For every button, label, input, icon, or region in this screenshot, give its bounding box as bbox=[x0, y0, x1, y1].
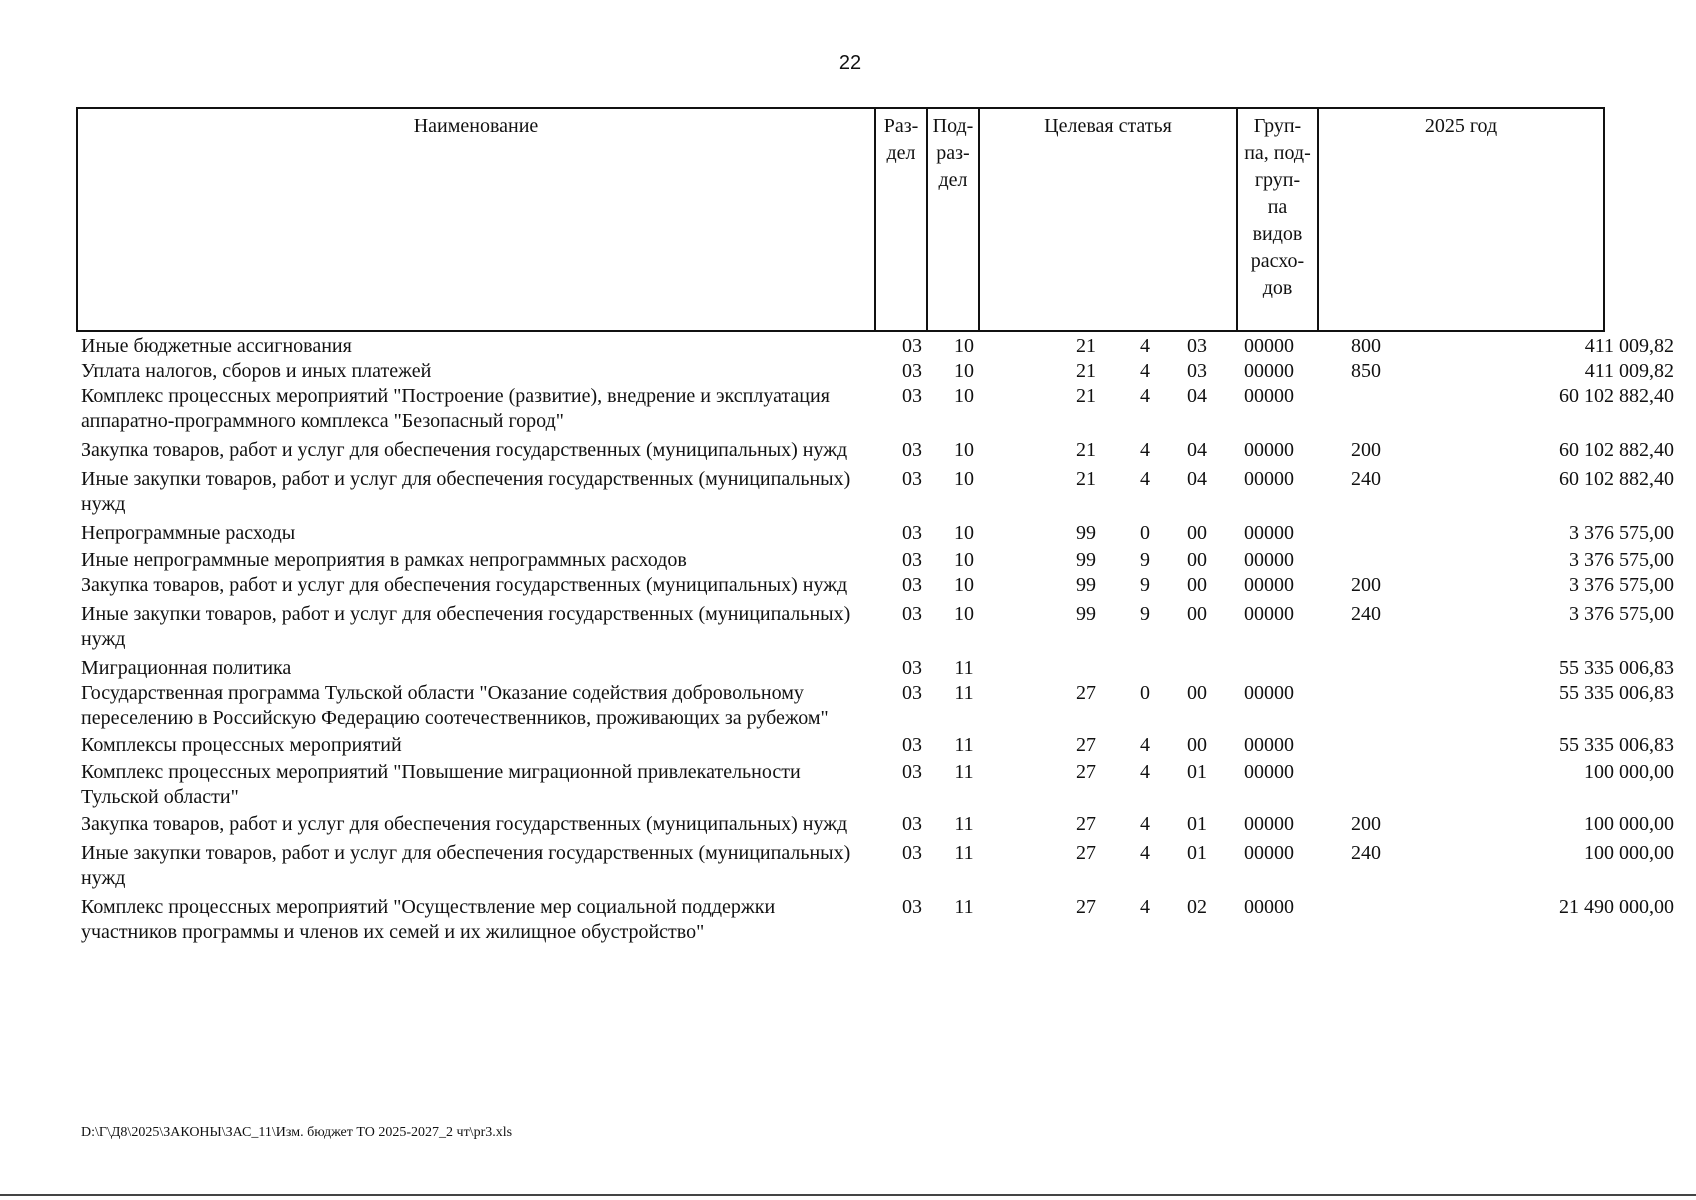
row-podrazdel: 10 bbox=[954, 360, 974, 382]
row-target-direction: 00000 bbox=[1244, 761, 1294, 783]
row-target-direction: 00000 bbox=[1244, 360, 1294, 382]
row-target-type: 9 bbox=[1140, 603, 1150, 625]
file-path: D:\Г\Д8\2025\ЗАКОНЫ\ЗАС_11\Изм. бюджет ТО 2025-2027_2 чт\pr3.xls bbox=[81, 1125, 513, 1140]
row-razdel: 03 bbox=[902, 574, 922, 596]
row-amount: 55 335 006,83 bbox=[1559, 734, 1674, 756]
row-amount: 60 102 882,40 bbox=[1559, 439, 1674, 461]
row-podrazdel: 11 bbox=[954, 896, 974, 918]
table-row bbox=[76, 521, 1674, 546]
row-target-program: 21 bbox=[1076, 385, 1096, 407]
row-amount: 100 000,00 bbox=[1584, 842, 1674, 864]
row-amount: 60 102 882,40 bbox=[1559, 385, 1674, 407]
row-podrazdel: 10 bbox=[954, 439, 974, 461]
row-target-program: 99 bbox=[1076, 549, 1096, 571]
row-razdel: 03 bbox=[902, 522, 922, 544]
row-podrazdel: 10 bbox=[954, 549, 974, 571]
row-target-subprogram: 03 bbox=[1187, 335, 1207, 357]
table-row bbox=[76, 573, 1674, 598]
row-razdel: 03 bbox=[902, 734, 922, 756]
row-razdel: 03 bbox=[902, 813, 922, 835]
row-razdel: 03 bbox=[902, 682, 922, 704]
table-row bbox=[76, 733, 1674, 758]
row-name: Иные закупки товаров, работ и услуг для обеспечения государственных (муниципальных) нужд bbox=[81, 842, 851, 889]
bottom-divider bbox=[0, 1194, 1696, 1196]
row-amount: 411 009,82 bbox=[1584, 335, 1674, 357]
row-expense-group: 200 bbox=[1351, 574, 1381, 596]
row-podrazdel: 11 bbox=[954, 657, 974, 679]
row-amount: 100 000,00 bbox=[1584, 761, 1674, 783]
header-razdel: Раз- дел bbox=[875, 108, 927, 331]
row-target-program: 27 bbox=[1076, 896, 1096, 918]
row-target-type: 4 bbox=[1140, 813, 1150, 835]
row-target-type: 4 bbox=[1140, 439, 1150, 461]
row-target-subprogram: 04 bbox=[1187, 385, 1207, 407]
row-target-program: 99 bbox=[1076, 603, 1096, 625]
header-podrazdel: Под- раз- дел bbox=[927, 108, 979, 331]
row-target-type: 4 bbox=[1140, 335, 1150, 357]
row-podrazdel: 11 bbox=[954, 682, 974, 704]
row-expense-group: 200 bbox=[1351, 439, 1381, 461]
row-razdel: 03 bbox=[902, 896, 922, 918]
table-row bbox=[76, 841, 1674, 891]
row-podrazdel: 11 bbox=[954, 813, 974, 835]
row-target-direction: 00000 bbox=[1244, 896, 1294, 918]
row-target-subprogram: 00 bbox=[1187, 549, 1207, 571]
row-target-subprogram: 00 bbox=[1187, 682, 1207, 704]
row-target-direction: 00000 bbox=[1244, 734, 1294, 756]
row-target-type: 0 bbox=[1140, 682, 1150, 704]
row-expense-group: 240 bbox=[1351, 603, 1381, 625]
row-expense-group: 800 bbox=[1351, 335, 1381, 357]
row-target-type: 4 bbox=[1140, 896, 1150, 918]
row-target-type: 4 bbox=[1140, 761, 1150, 783]
row-name: Иные непрограммные мероприятия в рамках непрограммных расходов bbox=[81, 549, 687, 571]
row-target-subprogram: 00 bbox=[1187, 574, 1207, 596]
row-target-direction: 00000 bbox=[1244, 603, 1294, 625]
row-amount: 100 000,00 bbox=[1584, 813, 1674, 835]
row-name: Иные закупки товаров, работ и услуг для обеспечения государственных (муниципальных) нужд bbox=[81, 603, 851, 650]
row-name: Непрограммные расходы bbox=[81, 522, 296, 544]
row-target-program: 27 bbox=[1076, 813, 1096, 835]
row-target-direction: 00000 bbox=[1244, 335, 1294, 357]
header-name: Наименование bbox=[77, 108, 875, 331]
row-target-subprogram: 01 bbox=[1187, 842, 1207, 864]
row-podrazdel: 11 bbox=[954, 734, 974, 756]
table-header bbox=[76, 107, 1605, 332]
row-name: Закупка товаров, работ и услуг для обеспечения государственных (муниципальных) нужд bbox=[81, 813, 848, 835]
row-target-type: 9 bbox=[1140, 574, 1150, 596]
row-target-program: 99 bbox=[1076, 574, 1096, 596]
row-target-type: 0 bbox=[1140, 522, 1150, 544]
table-row bbox=[76, 656, 1674, 681]
row-target-type: 4 bbox=[1140, 360, 1150, 382]
row-name: Комплексы процессных мероприятий bbox=[81, 734, 402, 756]
row-target-direction: 00000 bbox=[1244, 682, 1294, 704]
row-podrazdel: 11 bbox=[954, 761, 974, 783]
row-razdel: 03 bbox=[902, 385, 922, 407]
row-razdel: 03 bbox=[902, 842, 922, 864]
row-target-type: 4 bbox=[1140, 385, 1150, 407]
row-target-program: 27 bbox=[1076, 842, 1096, 864]
row-name: Миграционная политика bbox=[81, 657, 292, 679]
row-name: Государственная программа Тульской области "Оказание содействия добровольному переселению в Российскую Федерацию соотечественников, проживающих за рубежом" bbox=[81, 682, 829, 729]
row-target-type: 4 bbox=[1140, 842, 1150, 864]
row-expense-group: 240 bbox=[1351, 842, 1381, 864]
row-target-subprogram: 04 bbox=[1187, 439, 1207, 461]
row-target-direction: 00000 bbox=[1244, 385, 1294, 407]
row-target-subprogram: 03 bbox=[1187, 360, 1207, 382]
header-expense-group: Груп- па, под- груп- па видов расхо- дов bbox=[1237, 108, 1318, 331]
row-target-direction: 00000 bbox=[1244, 439, 1294, 461]
row-target-subprogram: 01 bbox=[1187, 813, 1207, 835]
row-razdel: 03 bbox=[902, 657, 922, 679]
row-podrazdel: 10 bbox=[954, 522, 974, 544]
row-amount: 60 102 882,40 bbox=[1559, 468, 1674, 490]
row-target-type: 4 bbox=[1140, 734, 1150, 756]
row-amount: 55 335 006,83 bbox=[1559, 682, 1674, 704]
row-target-program: 21 bbox=[1076, 468, 1096, 490]
table-row bbox=[76, 760, 1674, 810]
row-target-type: 9 bbox=[1140, 549, 1150, 571]
row-name: Иные закупки товаров, работ и услуг для обеспечения государственных (муниципальных) нужд bbox=[81, 468, 851, 515]
row-target-direction: 00000 bbox=[1244, 549, 1294, 571]
row-name: Закупка товаров, работ и услуг для обеспечения государственных (муниципальных) нужд bbox=[81, 574, 848, 596]
row-target-program: 21 bbox=[1076, 360, 1096, 382]
row-target-direction: 00000 bbox=[1244, 522, 1294, 544]
table-row bbox=[76, 467, 1674, 517]
row-razdel: 03 bbox=[902, 335, 922, 357]
row-expense-group: 850 bbox=[1351, 360, 1381, 382]
row-amount: 3 376 575,00 bbox=[1569, 603, 1674, 625]
row-target-type: 4 bbox=[1140, 468, 1150, 490]
row-podrazdel: 10 bbox=[954, 385, 974, 407]
row-target-subprogram: 00 bbox=[1187, 734, 1207, 756]
row-target-direction: 00000 bbox=[1244, 842, 1294, 864]
row-razdel: 03 bbox=[902, 549, 922, 571]
row-amount: 21 490 000,00 bbox=[1559, 896, 1674, 918]
table-row bbox=[76, 681, 1674, 731]
row-expense-group: 240 bbox=[1351, 468, 1381, 490]
row-podrazdel: 10 bbox=[954, 574, 974, 596]
row-target-program: 99 bbox=[1076, 522, 1096, 544]
row-target-program: 27 bbox=[1076, 761, 1096, 783]
table-row bbox=[76, 895, 1674, 945]
row-name: Комплекс процессных мероприятий "Повышение миграционной привлекательности Тульской области" bbox=[81, 761, 801, 808]
row-amount: 55 335 006,83 bbox=[1559, 657, 1674, 679]
row-podrazdel: 10 bbox=[954, 603, 974, 625]
table-row bbox=[76, 334, 1674, 359]
row-amount: 3 376 575,00 bbox=[1569, 574, 1674, 596]
row-name: Иные бюджетные ассигнования bbox=[81, 335, 352, 357]
table-row bbox=[76, 359, 1674, 384]
row-target-subprogram: 02 bbox=[1187, 896, 1207, 918]
row-target-program: 21 bbox=[1076, 335, 1096, 357]
row-razdel: 03 bbox=[902, 468, 922, 490]
header-year: 2025 год bbox=[1318, 108, 1604, 331]
table-row bbox=[76, 384, 1674, 434]
row-razdel: 03 bbox=[902, 761, 922, 783]
row-target-program: 21 bbox=[1076, 439, 1096, 461]
page-number: 22 bbox=[838, 52, 862, 74]
table-row bbox=[76, 812, 1674, 837]
row-expense-group: 200 bbox=[1351, 813, 1381, 835]
row-target-subprogram: 01 bbox=[1187, 761, 1207, 783]
row-podrazdel: 10 bbox=[954, 468, 974, 490]
row-name: Закупка товаров, работ и услуг для обеспечения государственных (муниципальных) нужд bbox=[81, 439, 848, 461]
row-target-direction: 00000 bbox=[1244, 813, 1294, 835]
row-amount: 3 376 575,00 bbox=[1569, 522, 1674, 544]
header-target-article: Целевая статья bbox=[979, 108, 1237, 331]
row-target-direction: 00000 bbox=[1244, 574, 1294, 596]
row-name: Уплата налогов, сборов и иных платежей bbox=[81, 360, 432, 382]
row-amount: 3 376 575,00 bbox=[1569, 549, 1674, 571]
row-name: Комплекс процессных мероприятий "Построение (развитие), внедрение и эксплуатация аппаратно-программного комплекса "Безопасный город" bbox=[81, 385, 830, 432]
row-amount: 411 009,82 bbox=[1584, 360, 1674, 382]
row-name: Комплекс процессных мероприятий "Осуществление мер социальной поддержки участников программы и членов их семей и их жилищное обустройство" bbox=[81, 896, 776, 943]
row-target-program: 27 bbox=[1076, 734, 1096, 756]
row-target-subprogram: 00 bbox=[1187, 522, 1207, 544]
row-podrazdel: 10 bbox=[954, 335, 974, 357]
table-row bbox=[76, 548, 1674, 573]
row-podrazdel: 11 bbox=[954, 842, 974, 864]
table-row bbox=[76, 438, 1674, 463]
row-target-program: 27 bbox=[1076, 682, 1096, 704]
row-target-direction: 00000 bbox=[1244, 468, 1294, 490]
row-razdel: 03 bbox=[902, 360, 922, 382]
row-razdel: 03 bbox=[902, 603, 922, 625]
table-body bbox=[76, 334, 1674, 945]
row-target-subprogram: 04 bbox=[1187, 468, 1207, 490]
row-target-subprogram: 00 bbox=[1187, 603, 1207, 625]
table-row bbox=[76, 602, 1674, 652]
row-razdel: 03 bbox=[902, 439, 922, 461]
